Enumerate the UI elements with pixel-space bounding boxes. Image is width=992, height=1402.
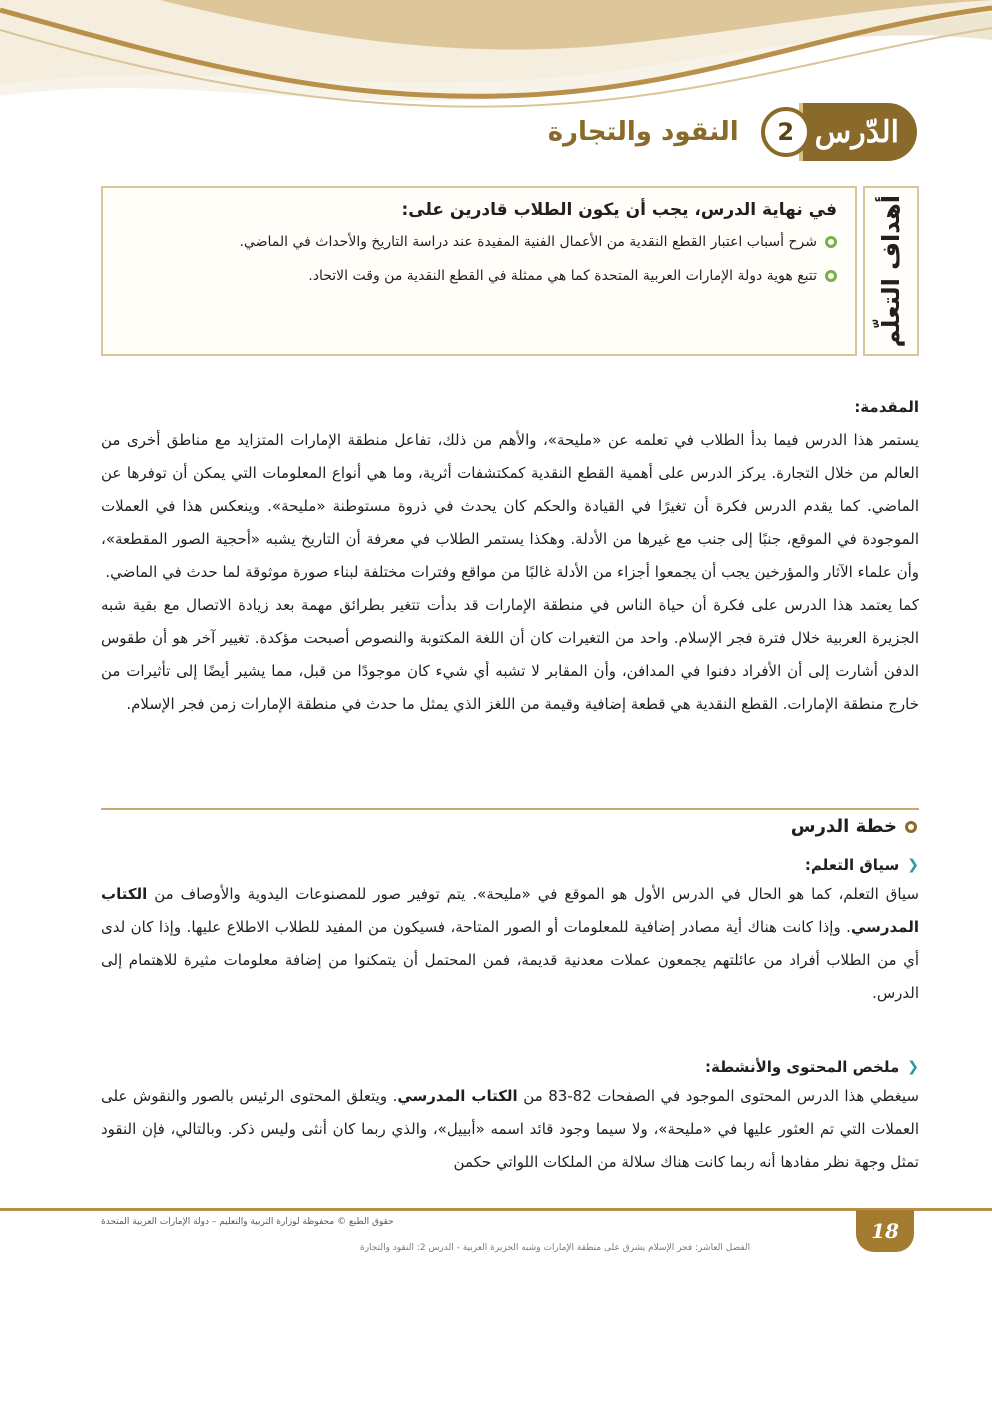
content-summary-title: ملخص المحتوى والأنشطة: [704, 1058, 900, 1076]
introduction-heading: المقدمة: [854, 398, 919, 416]
learning-context-title: سياق التعلم: [804, 856, 900, 874]
lesson-title: النقود والتجارة [547, 117, 739, 147]
bullet-icon [825, 270, 837, 282]
learning-goals-box [101, 186, 857, 356]
introduction-section [101, 398, 919, 721]
goal-text: تتبع هوية دولة الإمارات العربية المتحدة كما هي ممثلة في القطع النقدية من وقت الاتحاد. [308, 268, 817, 284]
learning-context-text-a: سياق التعلم، كما هو الحال في الدرس الأول هو الموقع في «مليحة». يتم توفير صور للمصنوعات اليدوية والأوصاف من [147, 885, 919, 903]
lesson-plan-heading [791, 816, 917, 837]
content-summary-text-b: . ويتعلق المحتوى الرئيس بالصور والنقوش على العملات التي تم العثور عليها في «مليحة»، ولا سيما وجود قائد اسمه «أبييل»، والذي ربما كان أنثى وليس ذكر. وبالتالي، فإن النقود تمثل وجهة نظر مفادها أنه ربما كانت هناك سلالة من الملكات اللواتي حكمن [101, 1087, 919, 1171]
lesson-tab [799, 103, 917, 161]
running-footer: الفصل العاشر: فجر الإسلام يشرق على منطقة الإمارات وشبه الجزيرة العربية - الدرس 2: النقود والتجارة [360, 1243, 751, 1253]
goal-item [121, 232, 837, 252]
content-summary-heading [101, 1058, 919, 1076]
content-summary-text-a: سيغطي هذا الدرس المحتوى الموجود في الصفحات 82-83 من [517, 1087, 919, 1105]
lesson-word: الدّرس [814, 114, 899, 150]
content-summary-text [101, 1080, 919, 1179]
goal-item [121, 266, 837, 286]
learning-context-text [101, 878, 919, 1010]
chevron-left-icon: ❮ [907, 1059, 919, 1075]
learning-context-section [101, 856, 919, 1010]
copyright-notice: حقوق الطبع © محفوظة لوزارة التربية والتعليم – دولة الإمارات العربية المتحدة [101, 1217, 394, 1227]
lesson-number-badge: 2 [761, 107, 811, 157]
learning-goals-label-text: أهداف التعلّم [877, 194, 905, 348]
learning-context-text-b: . وإذا كانت هناك أية مصادر إضافية للمعلومات أو الصور المتاحة، فسيكون من المفيد للطلاب الاطلاع عليها. وإذا كان لدى أي من الطلاب أفراد من عائلتهم يجمعون عملات معدنية قديمة، فمن المحتمل أن يتمكنوا من إضافة معلومات مثيرة للاهتمام إلى الدرس. [101, 918, 919, 1002]
section-divider [101, 808, 919, 810]
learning-context-heading [101, 856, 919, 874]
page-number: 18 [871, 1219, 899, 1243]
learning-goals-list [121, 232, 837, 286]
footer-divider [0, 1208, 992, 1211]
learning-goals-side-label [863, 186, 919, 356]
textbook-reference: الكتاب المدرسي [397, 1087, 518, 1105]
goal-text: شرح أسباب اعتبار القطع النقدية من الأعمال الفنية المفيدة عند دراسة التاريخ والأحداث في الماضي. [239, 234, 817, 250]
introduction-paragraph-1: يستمر هذا الدرس فيما بدأ الطلاب في تعلمه عن «مليحة»، والأهم من ذلك، تفاعل منطقة الإمارات المتزايد مع مناطق أخرى من العالم من خلال التجارة. يركز الدرس على أهمية القطع النقدية كمكتشفات أثرية، وما هي أنواع المعلومات التي يمكن أن توفرها عن الماضي. كما يقدم الدرس فكرة أن تغيرًا في القيادة والحكم كان يحدث في ذروة مستوطنة «مليحة». وينعكس هذا في العملات الموجودة في الموقع، جنبًا إلى جنب مع غيرها من الأدلة. وهكذا يستمر الطلاب في معرفة أن التاريخ يشبه «أحجية الصور المقطعة»، وأن علماء الآثار والمؤرخين يجب أن يجمعوا أجزاء من الأدلة غالبًا من مواقع وفترات مختلفة لبناء صورة موثوقة لما حدث في الماضي. [101, 431, 919, 581]
lesson-plan-title: خطة الدرس [790, 816, 897, 837]
chevron-left-icon: ❮ [907, 857, 919, 873]
learning-goals-panel [101, 186, 919, 356]
textbook-reference: الكتاب المدرسي [101, 885, 919, 936]
content-summary-section [101, 1058, 919, 1179]
decorative-header-waves [0, 0, 992, 120]
learning-goals-heading: في نهاية الدرس، يجب أن يكون الطلاب قادرين على: [401, 200, 837, 220]
page-number-tab [856, 1210, 914, 1252]
bullet-icon [825, 236, 837, 248]
introduction-paragraph-2: كما يعتمد هذا الدرس على فكرة أن حياة الناس في منطقة الإمارات قد بدأت تتغير بطرائق مهمة بعد زيادة الاتصال مع بقية شبه الجزيرة العربية خلال فترة فجر الإسلام. واحد من التغيرات كان أن اللغة المكتوبة والنصوص أصبحت مؤكدة. تغيير آخر هو أن طقوس الدفن أشارت إلى أن الأفراد دفنوا في المدافن، وأن المقابر لا تشبه أي شيء كان موجودًا من قبل، مما يشير أيضًا إلى تأثيرات من خارج منطقة الإمارات. القطع النقدية هي قطعة إضافية وقيمة من اللغز الذي يمثل ما حدث في منطقة الإمارات زمن فجر الإسلام. [101, 596, 919, 713]
lesson-header [548, 103, 917, 161]
circle-bullet-icon [905, 821, 917, 833]
